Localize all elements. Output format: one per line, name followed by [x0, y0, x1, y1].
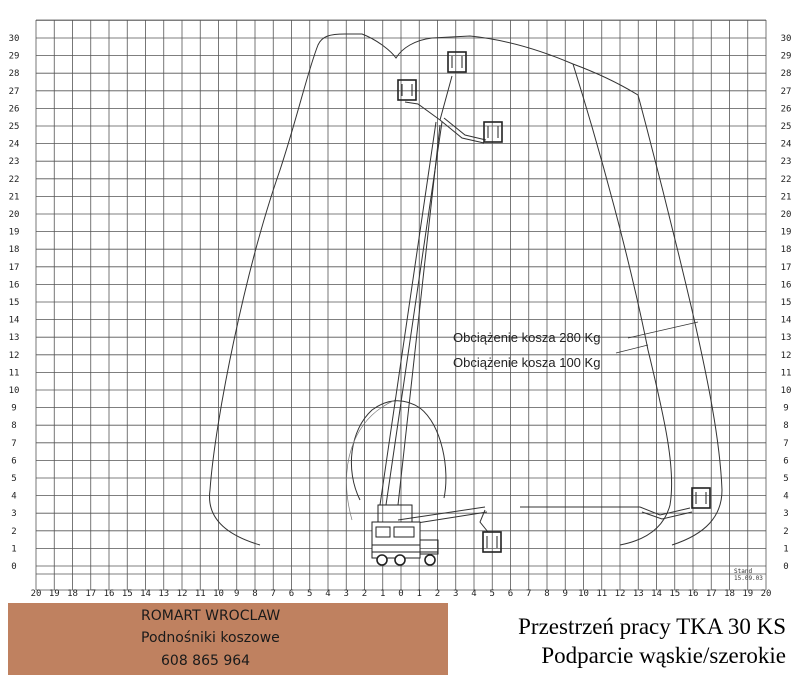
x-tick-label: 3 [453, 589, 459, 599]
stand-label: Stand [734, 568, 753, 575]
x-tick-label: 11 [194, 589, 206, 599]
title-block [518, 612, 786, 670]
x-tick-label: 9 [234, 589, 240, 599]
x-tick-label: 5 [489, 589, 495, 599]
company-tagline: Podnośniki koszowe [141, 630, 280, 646]
y-tick-label-right: 27 [780, 86, 792, 97]
y-tick-label-left: 26 [8, 104, 20, 115]
x-tick-label: 8 [252, 589, 258, 599]
y-tick-label-left: 27 [8, 86, 20, 97]
y-tick-label-left: 21 [8, 192, 20, 203]
x-tick-label: 13 [158, 589, 170, 599]
y-tick-label-right: 4 [783, 491, 789, 502]
x-tick-label: 4 [471, 589, 477, 599]
x-tick-label: 16 [687, 589, 699, 599]
y-tick-label-left: 13 [8, 333, 20, 344]
y-tick-label-right: 23 [780, 157, 792, 168]
y-tick-label-left: 22 [8, 174, 20, 185]
x-tick-label: 3 [343, 589, 349, 599]
y-tick-label-right: 9 [783, 403, 789, 414]
y-tick-label-right: 18 [780, 245, 792, 256]
x-tick-label: 6 [288, 589, 295, 599]
x-tick-label: 20 [30, 589, 42, 599]
legend-100kg: Obciążenie kosza 100 Kg [453, 355, 601, 370]
company-name: ROMART WROCLAW [141, 608, 281, 624]
y-tick-label-left: 24 [8, 139, 20, 150]
y-tick-label-right: 30 [780, 34, 792, 44]
x-tick-label: 16 [103, 589, 115, 599]
x-tick-label: 18 [67, 589, 78, 599]
x-tick-label: 12 [176, 589, 188, 599]
y-tick-label-right: 22 [780, 174, 792, 185]
y-tick-label-left: 1 [11, 544, 17, 555]
y-tick-label-right: 7 [783, 438, 789, 449]
y-tick-label-left: 0 [11, 562, 17, 572]
y-tick-label-left: 18 [8, 245, 20, 256]
y-tick-label-right: 0 [783, 562, 789, 572]
stand-date: 15.09.03 [734, 575, 763, 582]
y-tick-label-left: 7 [11, 438, 17, 449]
y-tick-label-right: 28 [780, 69, 792, 80]
y-tick-label-left: 4 [11, 491, 17, 502]
y-tick-label-right: 11 [780, 368, 792, 379]
x-tick-label: 18 [724, 589, 735, 599]
y-tick-label-left: 11 [8, 368, 20, 379]
x-tick-label: 15 [669, 589, 681, 599]
title-line-2: Podparcie wąskie/szerokie [541, 643, 786, 668]
y-tick-label-right: 26 [780, 104, 792, 115]
y-tick-label-left: 2 [11, 526, 17, 537]
y-tick-label-left: 3 [11, 509, 17, 520]
y-tick-label-left: 10 [8, 386, 20, 396]
x-tick-label: 7 [270, 589, 276, 599]
x-tick-label: 4 [325, 589, 331, 599]
y-tick-label-left: 25 [8, 122, 20, 132]
x-tick-label: 14 [140, 589, 151, 599]
x-tick-label: 10 [213, 589, 224, 599]
y-tick-label-right: 6 [783, 456, 789, 467]
y-tick-label-right: 13 [780, 333, 792, 344]
y-tick-label-right: 12 [780, 350, 792, 361]
y-tick-label-left: 23 [8, 157, 20, 168]
y-tick-label-left: 5 [11, 474, 17, 484]
x-tick-label: 2 [361, 589, 368, 599]
y-tick-label-right: 25 [780, 122, 792, 132]
y-tick-label-right: 20 [780, 210, 792, 220]
y-tick-label-left: 20 [8, 210, 20, 220]
x-tick-label: 2 [434, 589, 441, 599]
x-tick-label: 1 [416, 589, 422, 599]
y-tick-label-right: 24 [780, 139, 792, 150]
y-tick-label-right: 5 [783, 474, 789, 484]
y-tick-label-left: 17 [8, 262, 20, 273]
y-tick-label-left: 14 [8, 315, 20, 326]
y-tick-label-left: 8 [11, 421, 17, 432]
y-tick-label-right: 14 [780, 315, 792, 326]
x-tick-label: 9 [562, 589, 568, 599]
y-tick-label-right: 10 [780, 386, 792, 396]
y-tick-label-right: 3 [783, 509, 789, 520]
x-axis [31, 589, 772, 599]
x-tick-label: 1 [380, 589, 386, 599]
x-tick-label: 13 [632, 589, 644, 599]
y-tick-label-right: 2 [783, 526, 789, 537]
x-tick-label: 8 [544, 589, 550, 599]
x-tick-label: 7 [526, 589, 532, 599]
x-tick-label: 14 [651, 589, 662, 599]
legend-280kg: Obciążenie kosza 280 Kg [453, 330, 601, 345]
x-tick-label: 5 [307, 589, 313, 599]
y-tick-label-left: 30 [8, 34, 20, 44]
x-tick-label: 0 [398, 589, 404, 599]
x-tick-label: 17 [85, 589, 97, 599]
y-tick-label-left: 29 [8, 51, 20, 62]
y-tick-label-right: 8 [783, 421, 789, 432]
company-box [8, 603, 448, 675]
y-tick-label-right: 17 [780, 262, 792, 273]
y-tick-label-right: 1 [783, 544, 789, 555]
y-tick-label-right: 15 [780, 298, 792, 308]
x-tick-label: 17 [705, 589, 717, 599]
y-tick-label-left: 16 [8, 280, 20, 291]
x-tick-label: 11 [596, 589, 608, 599]
x-tick-label: 12 [614, 589, 626, 599]
title-line-1: Przestrzeń pracy TKA 30 KS [518, 614, 786, 639]
x-tick-label: 15 [121, 589, 133, 599]
y-tick-label-left: 19 [8, 227, 20, 238]
y-tick-label-left: 9 [11, 403, 17, 414]
y-tick-label-right: 21 [780, 192, 792, 203]
x-tick-label: 19 [48, 589, 60, 599]
x-tick-label: 10 [578, 589, 589, 599]
y-tick-label-left: 6 [11, 456, 17, 467]
company-phone: 608 865 964 [161, 653, 251, 669]
x-tick-label: 6 [507, 589, 514, 599]
x-tick-label: 19 [742, 589, 754, 599]
y-tick-label-right: 19 [780, 227, 792, 238]
x-tick-label: 20 [760, 589, 772, 599]
y-tick-label-left: 15 [8, 298, 20, 308]
y-tick-label-left: 12 [8, 350, 20, 361]
y-tick-label-right: 29 [780, 51, 792, 62]
y-tick-label-right: 16 [780, 280, 792, 291]
y-tick-label-left: 28 [8, 69, 20, 80]
